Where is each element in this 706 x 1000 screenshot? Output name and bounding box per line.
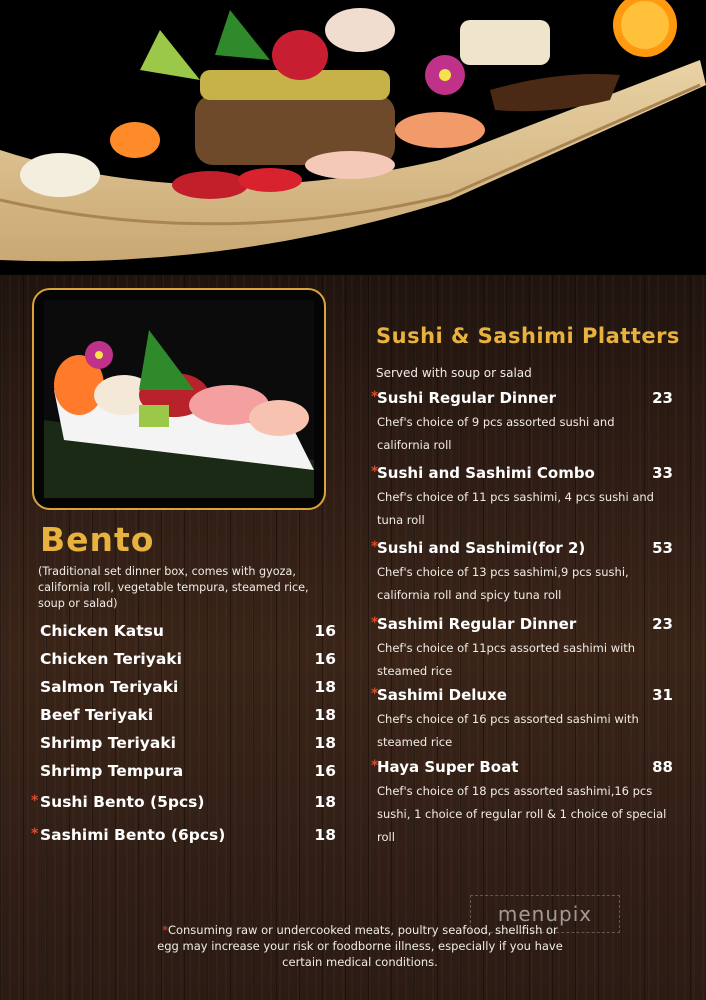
platter-item-price: 53: [652, 539, 673, 557]
bento-item-name: Sushi Bento (5pcs): [40, 793, 205, 811]
asterisk-icon: *: [162, 923, 168, 937]
platters-subtitle: Served with soup or salad: [376, 366, 532, 380]
platter-item-header: [371, 758, 673, 780]
bento-item-name: Shrimp Tempura: [40, 762, 184, 780]
bento-item: [40, 678, 336, 706]
bento-heading: Bento: [40, 520, 155, 559]
bento-item-name: Chicken Katsu: [40, 622, 164, 640]
bento-item-name: Shrimp Teriyaki: [40, 734, 176, 752]
platter-item-price: 23: [652, 615, 673, 633]
menupix-watermark: menupix: [470, 895, 620, 933]
bento-item-price: 18: [314, 826, 336, 844]
bento-item-price: 18: [314, 706, 336, 724]
bento-item: [40, 650, 336, 678]
asterisk-icon: *: [371, 615, 379, 631]
sashimi-platter-photo: [32, 288, 326, 510]
bento-item-price: 18: [314, 734, 336, 752]
bento-item-name: Salmon Teriyaki: [40, 678, 179, 696]
bento-item-price: 16: [314, 622, 336, 640]
asterisk-icon: *: [371, 686, 379, 702]
bento-item-name: Chicken Teriyaki: [40, 650, 182, 668]
platter-item-name: Sashimi Deluxe: [377, 686, 507, 704]
asterisk-icon: *: [31, 793, 39, 809]
platter-item-name: Haya Super Boat: [377, 758, 519, 776]
platter-item-name: Sushi and Sashimi Combo: [377, 464, 595, 482]
platter-item-name: Sushi and Sashimi(for 2): [377, 539, 586, 557]
platter-item-description: Chef's choice of 18 pcs assorted sashimi,16 pcs sushi, 1 choice of regular roll & 1 choice of special roll: [377, 784, 667, 844]
platter-item-description: Chef's choice of 9 pcs assorted sushi and california roll: [377, 415, 615, 452]
platter-item-price: 31: [652, 686, 673, 704]
platter-item-price: 88: [652, 758, 673, 776]
asterisk-icon: *: [371, 758, 379, 774]
platter-item-price: 23: [652, 389, 673, 407]
platter-item-description: Chef's choice of 13 pcs sashimi,9 pcs sushi, california roll and spicy tuna roll: [377, 565, 629, 602]
bento-item-name: Beef Teriyaki: [40, 706, 154, 724]
platter-item: [371, 464, 673, 532]
platter-item-name: Sushi Regular Dinner: [377, 389, 556, 407]
bento-item: [40, 622, 336, 650]
platter-item: [371, 389, 673, 457]
platter-item-header: [371, 686, 673, 708]
bento-item: [31, 826, 336, 854]
platter-item-description: Chef's choice of 11pcs assorted sashimi with steamed rice: [377, 641, 636, 678]
asterisk-icon: *: [371, 464, 379, 480]
sushi-boat-image: [0, 0, 706, 275]
platter-item-header: [371, 615, 673, 637]
platter-item: [371, 615, 673, 683]
bento-item: [40, 734, 336, 762]
asterisk-icon: *: [371, 539, 379, 555]
platter-item-price: 33: [652, 464, 673, 482]
platter-item: [371, 539, 673, 607]
platter-item-header: [371, 389, 673, 411]
bento-item-price: 16: [314, 650, 336, 668]
disclaimer-text: Consuming raw or undercooked meats, poultry seafood, shellfish or egg may increase your risk or foodborne illness, especially if you have certain medical conditions.: [157, 923, 563, 969]
platter-item: [371, 758, 673, 849]
platter-item-description: Chef's choice of 11 pcs sashimi, 4 pcs sushi and tuna roll: [377, 490, 654, 527]
asterisk-icon: *: [31, 826, 39, 842]
bento-item-price: 18: [314, 793, 336, 811]
bento-description: (Traditional set dinner box, comes with gyoza, california roll, vegetable tempura, steamed rice, soup or salad): [38, 565, 309, 610]
asterisk-icon: *: [371, 389, 379, 405]
platter-item-description: Chef's choice of 16 pcs assorted sashimi with steamed rice: [377, 712, 639, 749]
platter-item-header: [371, 539, 673, 561]
platter-item-header: [371, 464, 673, 486]
platter-item-name: Sashimi Regular Dinner: [377, 615, 577, 633]
bento-item: [31, 793, 336, 821]
platters-heading: Sushi & Sashimi Platters: [376, 324, 680, 348]
bento-item-price: 18: [314, 678, 336, 696]
platter-item: [371, 686, 673, 754]
bento-item-price: 16: [314, 762, 336, 780]
bento-item-name: Sashimi Bento (6pcs): [40, 826, 226, 844]
bento-item: [40, 706, 336, 734]
bento-item: [40, 762, 336, 790]
